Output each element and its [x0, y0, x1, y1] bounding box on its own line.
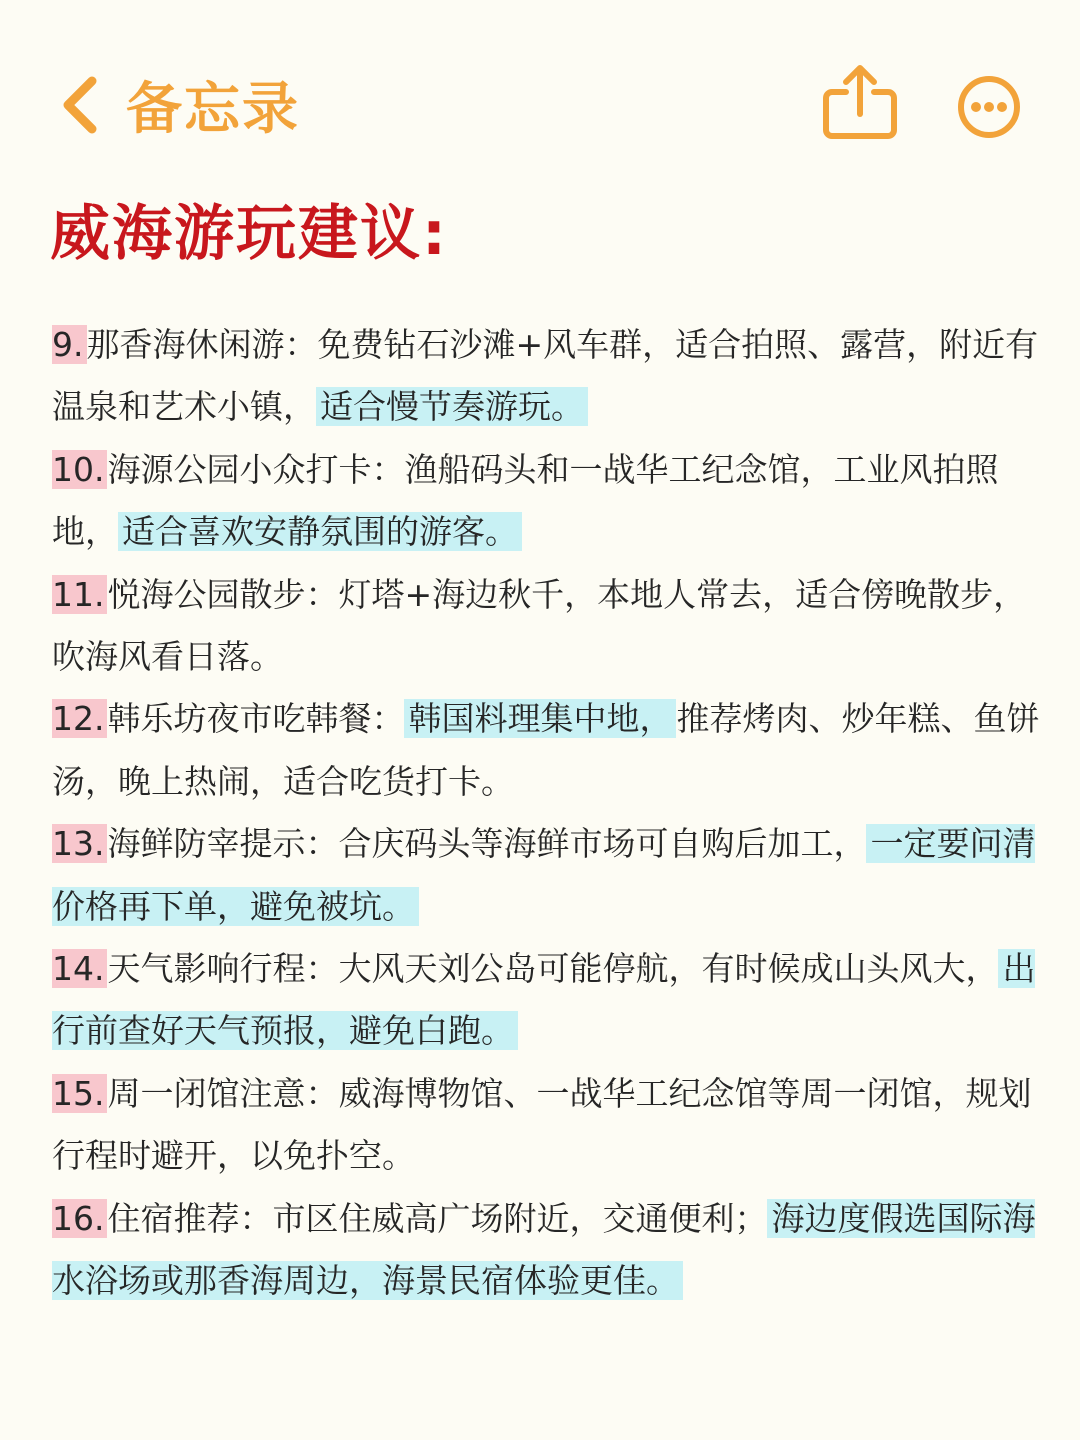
note-title: 威海游玩建议: [50, 199, 448, 269]
navigation-bar [0, 0, 1080, 170]
item-highlight: 海边度假选国际海水浴场或那香海周边，海景民宿体验更佳。 [52, 1198, 1036, 1301]
back-label: 备忘录 [126, 77, 300, 142]
item-number: 10. [52, 450, 107, 489]
item-number: 13. [52, 824, 107, 863]
item-highlight: 出行前查好天气预报，避免白跑。 [52, 949, 1036, 1051]
item-number: 16. [52, 1199, 107, 1238]
item-highlight: 适合慢节奏游玩。 [316, 387, 588, 426]
more-icon [954, 127, 1024, 146]
list-item [52, 938, 1042, 1063]
back-button[interactable] [58, 62, 300, 148]
item-text: 海源公园小众打卡：渔船码头和一战华工纪念馆，工业风拍照地， [52, 449, 999, 552]
item-number: 15. [52, 1074, 107, 1113]
share-icon [820, 127, 900, 146]
item-text: 海鲜防宰提示：合庆码头等海鲜市场可自购后加工， [107, 824, 867, 864]
item-highlight: 韩国料理集中地， [404, 699, 676, 738]
chevron-left-icon [58, 75, 102, 135]
list-item [52, 564, 1042, 689]
item-number: 9. [52, 325, 87, 364]
list-item [52, 439, 1042, 564]
share-button[interactable] [820, 62, 900, 146]
list-item [52, 688, 1042, 813]
item-text: 住宿推荐：市区住威高广场附近，交通便利； [107, 1198, 768, 1238]
list-item [52, 813, 1042, 938]
item-text: 天气影响行程：大风天刘公岛可能停航，有时候成山头风大， [107, 949, 999, 989]
item-number: 14. [52, 949, 107, 988]
note-body[interactable] [52, 314, 1042, 1313]
item-text-after: 推荐烤肉、炒年糕、鱼饼汤，晚上热闹，适合吃货打卡。 [52, 699, 1040, 801]
item-highlight: 适合喜欢安静氛围的游客。 [118, 512, 522, 551]
item-highlight: 一定要问清价格再下单，避免被坑。 [52, 824, 1036, 926]
item-text: 那香海休闲游：免费钻石沙滩+风车群，适合拍照、露营，附近有温泉和艺术小镇， [52, 325, 1039, 427]
list-item [52, 1063, 1042, 1188]
more-button[interactable] [954, 72, 1024, 146]
item-number: 12. [52, 699, 107, 738]
item-text: 悦海公园散步：灯塔+海边秋千，本地人常去，适合傍晚散步，吹海风看日落。 [52, 574, 1027, 677]
item-number: 11. [52, 575, 107, 614]
list-item [52, 1188, 1042, 1313]
item-text: 周一闭馆注意：威海博物馆、一战华工纪念馆等周一闭馆，规划行程时避开，以免扑空。 [52, 1073, 1032, 1176]
list-item [52, 314, 1042, 439]
item-text: 韩乐坊夜市吃韩餐： [107, 699, 405, 739]
